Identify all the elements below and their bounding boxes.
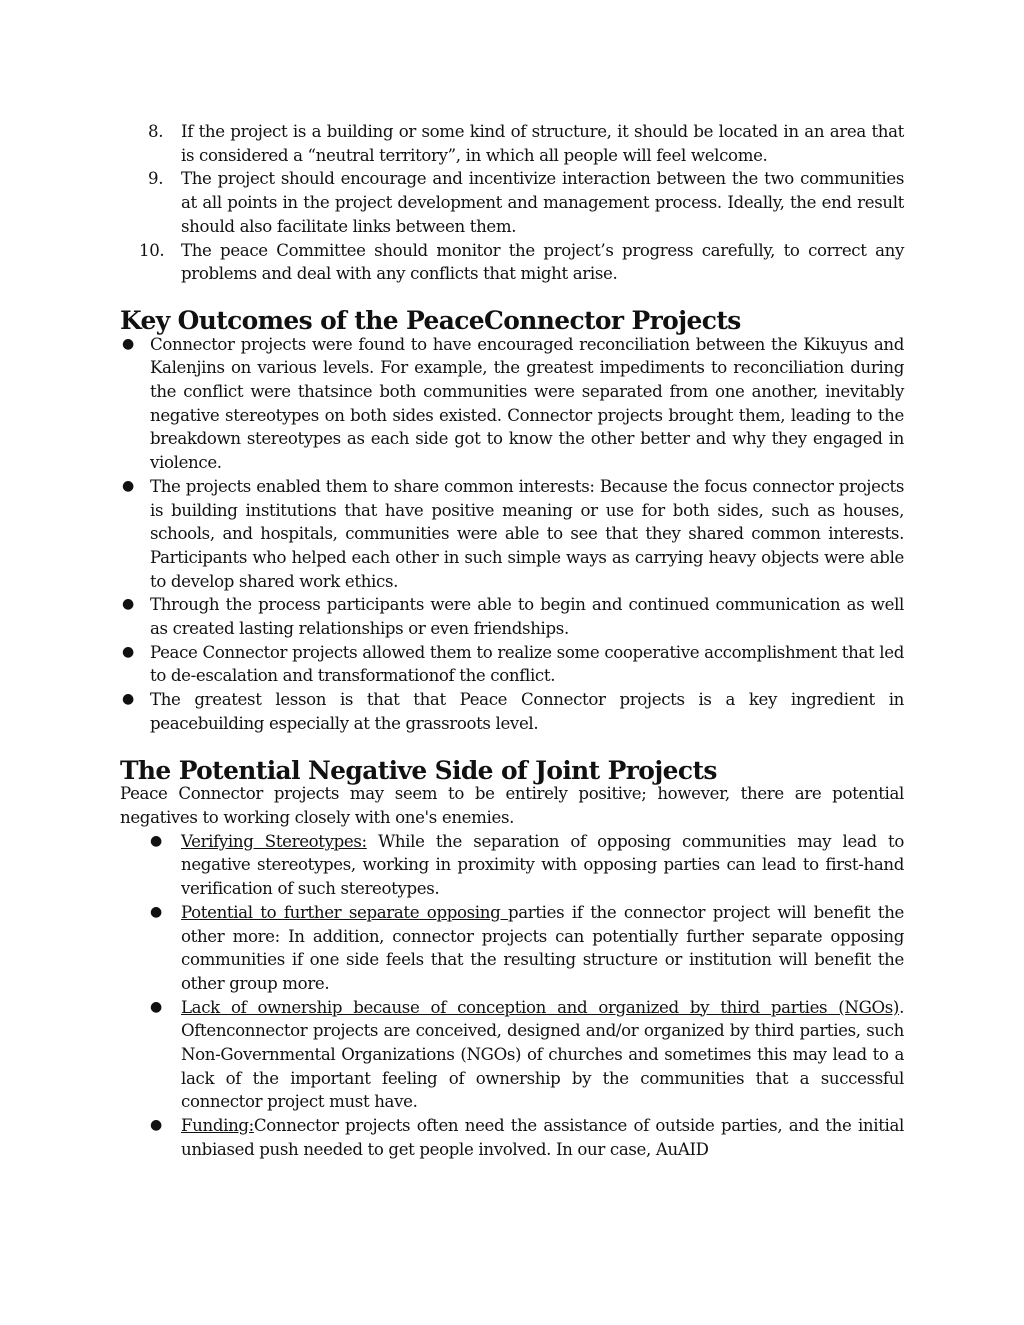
list-item (120, 830, 904, 901)
bullet-icon: ● (150, 903, 162, 920)
bullet-icon: ● (122, 691, 134, 708)
list-number: 10. (139, 240, 165, 260)
list-item (120, 688, 904, 735)
bullet-icon: ● (150, 832, 162, 849)
list-item (120, 120, 904, 167)
list-item-label: Lack of ownership because of conception and organized by third parties (NGOs) (181, 997, 900, 1017)
bullet-icon: ● (122, 643, 134, 660)
bullet-icon: ● (122, 335, 134, 352)
list-item-label: Potential to further separate opposing (181, 902, 508, 922)
document-page (120, 120, 904, 1162)
list-item-text: The project should encourage and incentivize interaction between the two communities at all points in the project development and management process. Ideally, the end result should also facilitate links between them. (181, 169, 904, 236)
list-item-label: Verifying Stereotypes: (181, 831, 367, 851)
list-item-text: While the separation of opposing communities may lead to negative stereotypes, working in proximity with opposing parties can lead to first-hand verification of such stereotypes. (181, 831, 905, 899)
outcomes-list (120, 333, 904, 736)
list-item-text: Through the process participants were able to begin and continued communication as well as created lasting relationships or even friendships. (150, 595, 904, 639)
list-number: 8. (148, 122, 164, 141)
bullet-icon: ● (150, 998, 162, 1015)
list-item-text: Connector projects often need the assistance of outside parties, and the initial unbiased push needed to get people involved. In our case, AuAID (181, 1116, 904, 1159)
list-item-text: parties if the connector project will benefit the other more: In addition, connector projects can potentially further separate opposing communities if one side feels that the resulting structure or institution will benefit the other group more. (181, 902, 904, 993)
list-item (120, 1114, 904, 1161)
list-item (120, 996, 904, 1115)
numbered-list (120, 120, 904, 286)
list-item-text: The projects enabled them to share common interests: Because the focus connector projects is building institutions that have positive meaning or use for both sides, such as houses, schools, and hospitals, communities were able to see that they shared common interests. Participants who helped each other in such simple ways as carrying heavy objects were able to develop shared work ethics. (150, 476, 904, 591)
list-item-label: Funding: (181, 1116, 254, 1136)
list-item-text: The greatest lesson is that that Peace Connector projects is a key ingredient in peacebuilding especially at the grassroots level. (150, 690, 904, 733)
negatives-list (120, 830, 904, 1162)
list-item (120, 901, 904, 996)
bullet-icon: ● (122, 477, 134, 494)
list-item (120, 593, 904, 640)
list-item-text: If the project is a building or some kind of structure, it should be located in an area that is considered a “neutral territory”, in which all people will feel welcome. (181, 122, 904, 165)
list-number: 9. (148, 169, 164, 189)
list-item (120, 475, 904, 594)
list-item-text: . Oftenconnector projects are conceived, designed and/or organized by third parties, such Non-Governmental Organizations (NGOs) of churches and sometimes this may lead to a lack of the important feeling of ownership by the communities that a successful connector project must have. (181, 997, 904, 1112)
list-item (120, 333, 904, 475)
list-item-text: Connector projects were found to have encouraged reconciliation between the Kikuyus and Kalenjins on various levels. For example, the greatest impediments to reconciliation during the conflict were thatsince both communities were separated from one another, inevitably negative stereotypes on both sides existed. Connector projects brought them, leading to the breakdown stereotypes as each side got to know the other better and why they engaged in violence. (150, 334, 904, 473)
list-item (120, 239, 904, 286)
intro-paragraph: Peace Connector projects may seem to be entirely positive; however, there are potential negatives to working closely with one's enemies. (120, 784, 904, 827)
list-item-text: The peace Committee should monitor the project’s progress carefully, to correct any problems and deal with any conflicts that might arise. (181, 240, 904, 284)
section-heading-key-outcomes: Key Outcomes of the PeaceConnector Projects (120, 305, 741, 335)
list-item (120, 167, 904, 238)
list-item (120, 641, 904, 688)
list-item-text: Peace Connector projects allowed them to realize some cooperative accomplishment that led to de-escalation and transformationof the conflict. (150, 642, 904, 686)
section-heading-negative-side: The Potential Negative Side of Joint Projects (120, 755, 717, 785)
bullet-icon: ● (122, 596, 134, 613)
bullet-icon: ● (150, 1117, 162, 1134)
